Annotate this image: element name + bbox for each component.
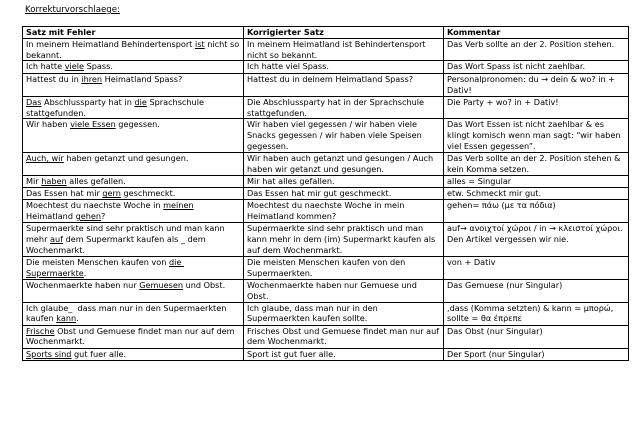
error-segment: meinen	[163, 200, 194, 211]
error-segment: auf	[50, 233, 63, 244]
table-row	[23, 348, 629, 360]
cell-kommentar: etw. Schmeckt mir gut.	[444, 188, 629, 200]
cell-korrigiert: Frisches Obst und Gemuese findet man nur auf dem Wochenmarkt.	[244, 325, 444, 348]
cell-fehler	[23, 97, 244, 119]
text-segment: gut fuer alle.	[71, 348, 127, 359]
cell-kommentar: gehen= πάω (με τα πόδια)	[444, 200, 629, 223]
cell-korrigiert: Die meisten Menschen kaufen von den Supermaerkten.	[244, 257, 444, 280]
header-row	[23, 27, 629, 39]
cell-fehler	[23, 74, 244, 97]
cell-fehler	[23, 257, 244, 280]
cell-fehler	[23, 348, 244, 360]
text-segment: Hattest du in	[26, 74, 82, 85]
text-segment: Moechtest du naechste Woche in	[26, 200, 164, 211]
cell-fehler	[23, 302, 244, 325]
cell-fehler	[23, 119, 244, 153]
text-segment: Obst und Gemuese findet man nur auf dem Wochenmarkt.	[26, 325, 238, 347]
cell-kommentar: Die Party + wo? in + Dativ!	[444, 97, 629, 119]
error-segment: ist	[194, 39, 205, 49]
text-segment: Abschlussparty hat in	[41, 97, 135, 108]
text-segment: Wochenmaerkte haben nur	[26, 280, 140, 291]
cell-korrigiert: Moechtest du naechste Woche in mein Heimatland kommen?	[244, 200, 444, 223]
text-segment: Heimatland Spass?	[102, 74, 183, 85]
text-segment: nicht so bekannt.	[26, 39, 242, 60]
table-row	[23, 257, 629, 280]
cell-fehler	[23, 280, 244, 302]
text-segment: Mir	[26, 176, 42, 187]
cell-korrigiert: Supermaerkte sind sehr praktisch und man kann mehr in dem (im) Supermarkt kaufen als auf dem Wochenmarkt.	[244, 223, 444, 257]
error-segment: gern	[102, 188, 121, 199]
cell-kommentar: auf→ ανοιχτοί χώροι / in → κλειστοί χώροι. Den Artikel vergessen wir nie.	[444, 223, 629, 257]
error-segment: ihren	[81, 74, 103, 85]
cell-kommentar: von + Dativ	[444, 257, 629, 280]
table-row	[23, 223, 629, 257]
table-row	[23, 188, 629, 200]
cell-fehler	[23, 200, 244, 223]
header-kommentar: Kommentar	[444, 27, 629, 39]
cell-fehler	[23, 176, 244, 188]
text-segment: gegessen.	[115, 119, 160, 130]
cell-fehler	[23, 39, 244, 61]
table-row	[23, 39, 629, 61]
cell-fehler	[23, 188, 244, 200]
text-segment: Die meisten Menschen kaufen von	[26, 257, 169, 268]
table-row	[23, 153, 629, 176]
cell-kommentar: Das Wort Spass ist nicht zaehlbar.	[444, 61, 629, 74]
text-segment: Heimatland	[26, 200, 197, 221]
cell-korrigiert: Die Abschlussparty hat in der Sprachschule stattgefunden.	[244, 97, 444, 119]
table-row	[23, 61, 629, 74]
correction-table	[22, 26, 629, 361]
cell-korrigiert: Wochenmaerkte haben nur Gemuese und Obst.	[244, 280, 444, 302]
table-row	[23, 302, 629, 325]
table-row	[23, 74, 629, 97]
text-segment: und Obst.	[183, 280, 226, 291]
cell-fehler	[23, 153, 244, 176]
cell-kommentar: Das Wort Essen ist nicht zaehlbar & es klingt komisch wenn man sagt: “wir haben viel Essen gegessen”.	[444, 119, 629, 153]
cell-korrigiert: In meinem Heimatland ist Behindertensport nicht so bekannt.	[244, 39, 444, 61]
text-segment: Supermaerkte sind sehr praktisch und man kann mehr	[26, 223, 228, 244]
error-segment: die Supermaerkte	[26, 257, 184, 278]
error-segment: die	[134, 97, 147, 108]
text-segment: Wir haben	[26, 119, 71, 130]
header-fehler: Satz mit Fehler	[23, 27, 244, 39]
text-segment: .	[83, 267, 87, 278]
error-segment: Sports sind	[26, 348, 72, 359]
cell-kommentar: Der Sport (nur Singular)	[444, 348, 629, 360]
cell-korrigiert: Sport ist gut fuer alle.	[244, 348, 444, 360]
cell-korrigiert: Hattest du in deinem Heimatland Spass?	[244, 74, 444, 97]
table-row	[23, 325, 629, 348]
error-segment: Frische	[26, 325, 55, 336]
table-row	[23, 97, 629, 119]
page-title: Korrekturvorschlaege:	[25, 5, 120, 15]
cell-korrigiert: Das Essen hat mir gut geschmeckt.	[244, 188, 444, 200]
error-segment: Gemuesen	[139, 280, 183, 291]
table-row	[23, 200, 629, 223]
error-segment: kann	[56, 313, 77, 324]
cell-fehler	[23, 61, 244, 74]
cell-kommentar: Das Gemuese (nur Singular)	[444, 280, 629, 302]
cell-korrigiert: Ich hatte viel Spass.	[244, 61, 444, 74]
table-row	[23, 119, 629, 153]
error-segment: Das	[26, 97, 42, 108]
text-segment: Spass.	[84, 61, 113, 72]
text-segment: geschmeckt.	[120, 188, 176, 199]
error-segment: haben	[41, 176, 67, 187]
header-korrigiert: Korrigierter Satz	[244, 27, 444, 39]
text-segment: alles gefallen.	[66, 176, 126, 187]
cell-fehler	[23, 223, 244, 257]
text-segment: In meinem Heimatland Behindertensport	[26, 39, 195, 49]
table-row	[23, 280, 629, 302]
cell-fehler	[23, 325, 244, 348]
error-segment: gehen	[75, 210, 102, 221]
text-segment: Sprachschule stattgefunden.	[26, 97, 207, 118]
cell-kommentar: Das Verb sollte an der 2. Position stehen & kein Komma setzen.	[444, 153, 629, 176]
cell-kommentar: Das Verb sollte an der 2. Position stehen.	[444, 39, 629, 61]
cell-kommentar: Das Obst (nur Singular)	[444, 325, 629, 348]
cell-kommentar: Personalpronomen: du → dein & wo? in + Dativ!	[444, 74, 629, 97]
cell-kommentar: alles = Singular	[444, 176, 629, 188]
text-segment: haben getanzt und gesungen.	[63, 153, 189, 164]
error-segment: viele Essen	[70, 119, 116, 130]
text-segment: dem Supermarkt kaufen als _ dem Wochenmarkt.	[26, 233, 209, 255]
cell-korrigiert: Wir haben viel gegessen / wir haben viele Snacks gegessen / wir haben viele Speisen gegessen.	[244, 119, 444, 153]
cell-kommentar: ,dass (Komma setzten) & kann = μπορώ, sollte = θα έπρεπε	[444, 302, 629, 325]
text-segment: ?	[101, 210, 106, 221]
text-segment: Das Essen hat mir	[26, 188, 103, 199]
cell-korrigiert: Wir haben auch getanzt und gesungen / Auch haben wir getanzt und gesungen.	[244, 153, 444, 176]
text-segment: Ich glaube_ dass man nur in den Supermaerkten kaufen	[26, 302, 229, 324]
text-segment: Ich hatte	[26, 61, 65, 72]
text-segment: .	[76, 313, 79, 324]
error-segment: viele	[64, 61, 85, 72]
error-segment: Auch, wir	[26, 153, 64, 164]
table-row	[23, 176, 629, 188]
cell-korrigiert: Ich glaube, dass man nur in den Supermaerkten kaufen sollte.	[244, 302, 444, 325]
cell-korrigiert: Mir hat alles gefallen.	[244, 176, 444, 188]
